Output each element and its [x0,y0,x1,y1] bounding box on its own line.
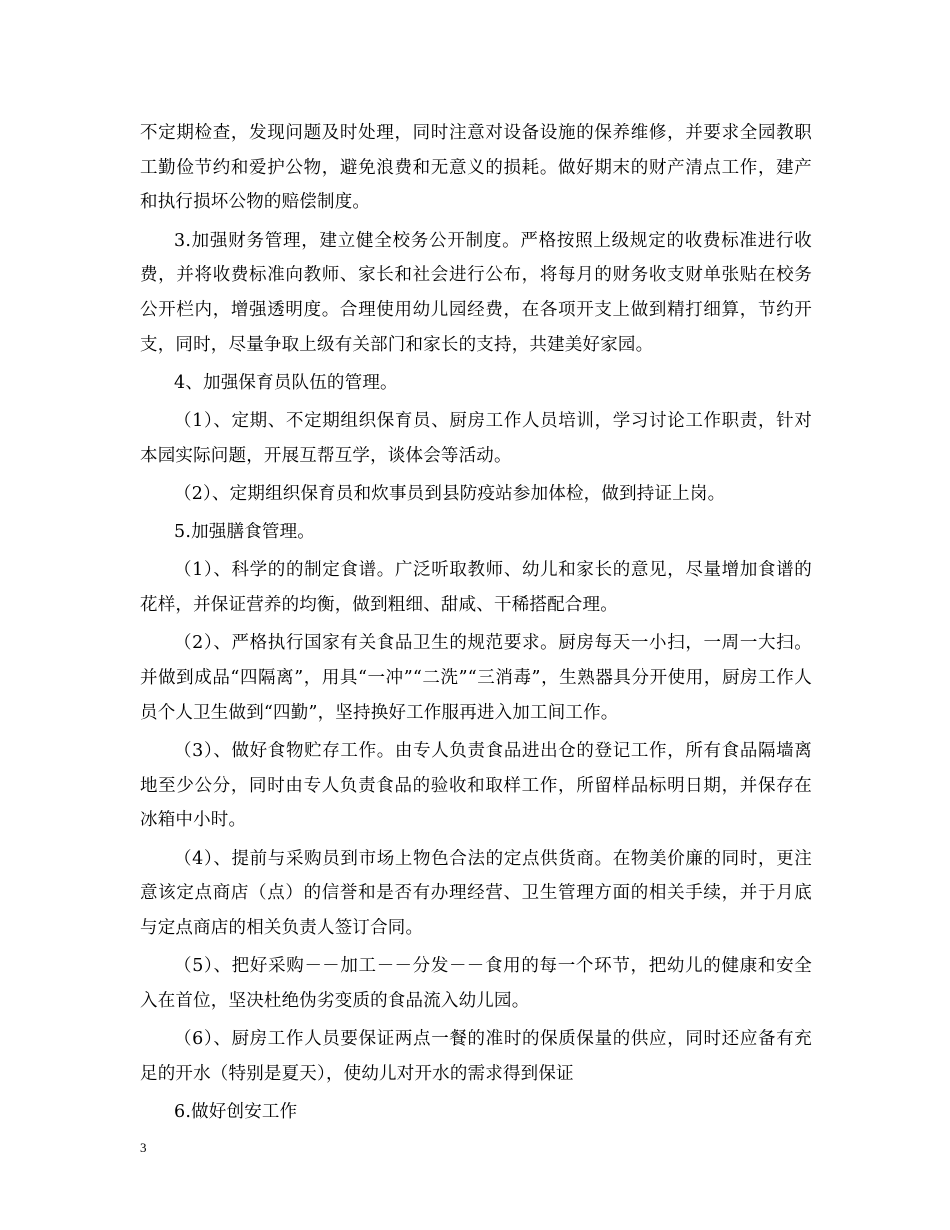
paragraph-10: （4）、提前与采购员到市场上物色合法的定点供货商。在物美价廉的同时，更注意该定点商店（点）的信誉和是否有办理经营、卫生管理方面的相关手续，并于月底与定点商店的相关负责人签订合同。 [140,848,812,938]
paragraph-9: （3）、做好食物贮存工作。由专人负责食品进出仓的登记工作，所有食品隔墙离地至少公分，同时由专人负责食品的验收和取样工作，所留样品标明日期，并保存在冰箱中小时。 [140,740,812,831]
paragraph-5: （2）、定期组织保育员和炊事员到县防疫站参加体检，做到持证上岗。 [174,484,726,505]
paragraph-7: （1）、科学的的制定食谱。广泛听取教师、幼儿和家长的意见，尽量增加食谱的花样，并保证营养的均衡，做到粗细、甜咸、干稀搭配合理。 [140,560,812,616]
paragraph-8: （2）、严格执行国家有关食品卫生的规范要求。厨房每天一小扫，一周一大扫。并做到成品“四隔离”，用具“一冲”“二洗”“三消毒”，生熟器具分开使用，厨房工作人员个人卫生做到“四勤”，坚持换好工作服再进入加工间工作。 [140,633,812,723]
paragraph-6: 5.加强膳食管理。 [174,522,315,543]
page-number: 3 [140,1140,147,1155]
paragraph-2: 3.加强财务管理，建立健全校务公开制度。严格按照上级规定的收费标准进行收费，并将收费标准向教师、家长和社会进行公布，将每月的财务收支财单张贴在校务公开栏内，增强透明度。合理使用幼儿园经费，在各项开支上做到精打细算，节约开支，同时，尽量争取上级有关部门和家长的支持，共建美好家园。 [140,230,812,355]
paragraph-13: 6.做好创安工作 [174,1101,298,1122]
document-body [140,116,812,1133]
paragraph-4: （1）、定期、不定期组织保育员、厨房工作人员培训，学习讨论工作职责，针对本园实际问题，开展互帮互学，谈体会等活动。 [140,411,812,466]
paragraph-1: 不定期检查，发现问题及时处理，同时注意对设备设施的保养维修，并要求全园教职工勤俭节约和爱护公物，避免浪费和无意义的损耗。做好期末的财产清点工作，建产和执行损坏公物的赔偿制度。 [140,123,812,213]
paragraph-3: 4、加强保育员队伍的管理。 [174,372,398,393]
paragraph-11: （5）、把好采购－－加工－－分发－－食用的每一个环节，把幼儿的健康和安全入在首位，坚决杜绝伪劣变质的食品流入幼儿园。 [140,956,812,1011]
paragraph-12: （6）、厨房工作人员要保证两点一餐的准时的保质保量的供应，同时还应备有充足的开水（特别是夏天），使幼儿对开水的需求得到保证 [140,1029,812,1084]
